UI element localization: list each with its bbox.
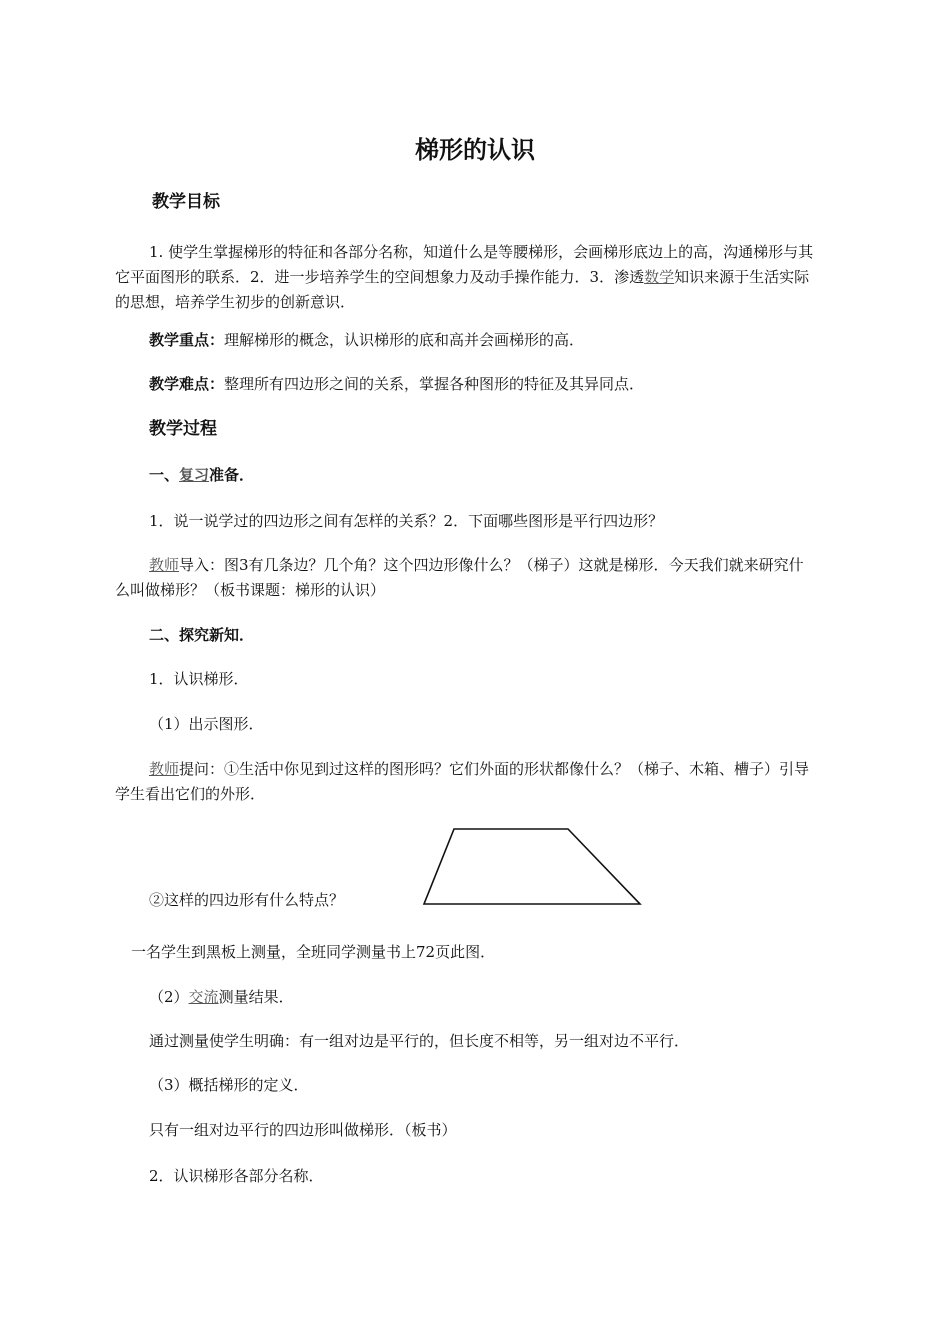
document-title: 梯形的认识 [415, 136, 535, 164]
section1-prefix: 一、 [149, 466, 180, 484]
step3-text: （3）概括梯形的定义． [149, 1076, 309, 1094]
item2-text: 2．认识梯形各部分名称． [149, 1167, 324, 1185]
difficulty-label: 教学难点： [149, 375, 225, 393]
measure-text: 一名学生到黑板上测量，全班同学测量书上72页此图． [131, 943, 496, 961]
section1-heading [149, 463, 849, 488]
step2-paragraph [149, 985, 849, 1010]
step1-text: （1）出示图形． [149, 715, 264, 733]
ask-text: 提问：①生活中你见到过这样的图形吗？它们外面的形状都像什么？（梯子、木箱、槽子）引导学生看出它们的外形． [115, 760, 810, 803]
objectives-heading: 教学目标 [152, 192, 220, 212]
clarify-text: 通过测量使学生明确：有一组对边是平行的，但长度不相等，另一组对边不平行． [149, 1032, 690, 1050]
objectives-text-1: 1. 使学生掌握梯形的特征和各部分名称，知道什么是等腰梯形，会画梯形底边上的高，沟通梯形与其它平面图形的联系．2．进一步培养学生的空间想象力及动手操作能力．3．渗透 [115, 243, 814, 286]
process-heading: 教学过程 [149, 419, 217, 439]
definition-text: 只有一组对边平行的四边形叫做梯形．（板书） [149, 1121, 457, 1139]
difficulty-paragraph [149, 372, 849, 397]
review-link[interactable]: 复习 [179, 466, 210, 484]
exchange-link[interactable]: 交流 [188, 988, 219, 1006]
math-link[interactable]: 数学 [644, 268, 675, 286]
section2-heading: 二、探究新知． [149, 626, 255, 644]
item1-text: 1．认识梯形． [149, 670, 249, 688]
intro-paragraph [115, 553, 815, 603]
key-point-text: 理解梯形的概念，认识梯形的底和高并会画梯形的高． [224, 331, 585, 349]
ask-paragraph [115, 757, 815, 807]
key-point-label: 教学重点： [149, 331, 225, 349]
objectives-paragraph [115, 240, 815, 315]
teacher-link-1[interactable]: 教师 [149, 556, 180, 574]
question2-text: ②这样的四边形有什么特点？ [149, 891, 345, 909]
intro-text: 导入：图3有几条边？几个角？这个四边形像什么？（梯子）这就是梯形．今天我们就来研究什么叫做梯形？（板书课题：梯形的认识） [115, 556, 804, 599]
objectives-text-2: 知识来源于生活实际的思想，培养学生初步的创新意识． [115, 268, 810, 311]
section1-question: 1．说一说学过的四边形之间有怎样的关系？2．下面哪些图形是平行四边形？ [149, 512, 664, 530]
key-point-paragraph [149, 328, 849, 353]
section1-suffix: 准备． [209, 466, 255, 484]
teacher-link-2[interactable]: 教师 [149, 760, 180, 778]
step2-prefix: （2） [149, 988, 189, 1006]
step2-suffix: 测量结果． [218, 988, 294, 1006]
difficulty-text: 整理所有四边形之间的关系，掌握各种图形的特征及其异同点． [224, 375, 645, 393]
